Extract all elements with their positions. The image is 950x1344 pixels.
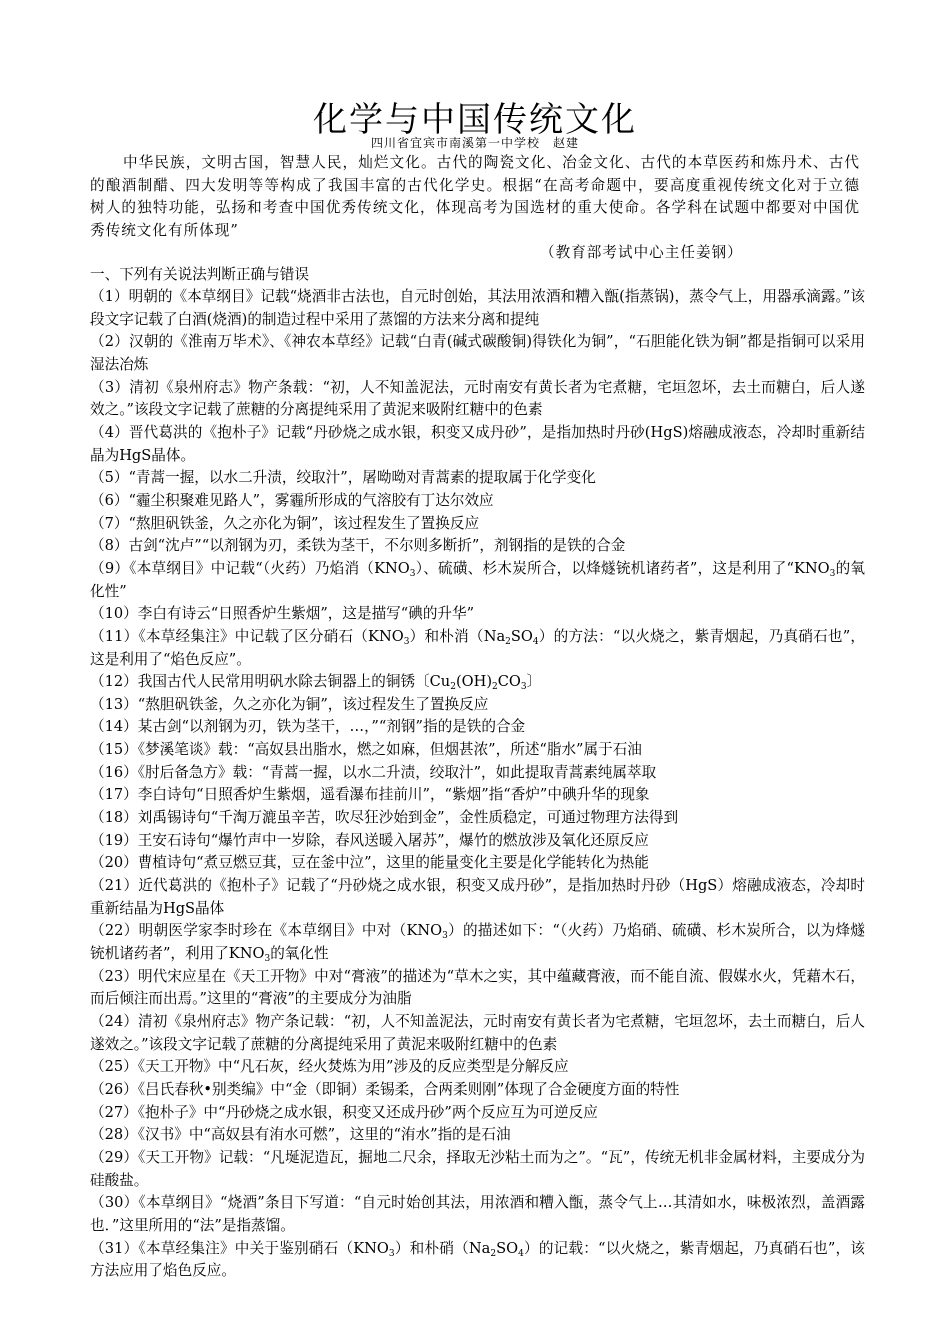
statement-item <box>90 626 865 671</box>
statement-item <box>90 603 865 626</box>
statement-text: (OH) <box>455 673 493 691</box>
formula-subscript: 4 <box>532 636 539 647</box>
statement-text: （7）“熬胆矾铁釜，久之亦化为铜”，该过程发生了置换反应 <box>90 514 480 532</box>
statement-text: （23）明代宋应星在《天工开物》中对“膏液”的描述为“草木之实，其中蕴藏膏液，而不能自流、假媒水火，凭藉木石，而后倾注而出焉。”这里的“膏液”的主要成分为油脂 <box>90 967 865 1008</box>
statement-text: （12）我国古代人民常用明矾水除去铜器上的铜锈〔Cu <box>90 673 451 691</box>
statement-item <box>90 513 865 536</box>
statement-item <box>90 1079 865 1102</box>
statement-text: （21）近代葛洪的《抱朴子》记载了“丹砂烧之成水银，积变又成丹砂”，是指加热时丹砂（HgS）熔融成液态，冷却时重新结晶为HgS晶体 <box>90 877 865 917</box>
statement-item <box>90 716 865 739</box>
formula-subscript: 2 <box>490 1248 497 1259</box>
formula-subscript: 3 <box>403 636 410 647</box>
statement-text: （2）汉朝的《淮南万毕术》、《神农本草经》记载“白青(碱式碳酸铜)得铁化为铜”，“石胆能化铁为铜”都是指铜可以采用湿法冶炼 <box>90 333 865 373</box>
formula-subscript: 3 <box>829 568 836 579</box>
statement-text: 的氧化性 <box>270 945 329 963</box>
statement-text: CO <box>497 673 521 691</box>
statement-item <box>90 1102 865 1125</box>
statement-item <box>90 535 865 558</box>
statement-text: （3）清初《泉州府志》物产条载：“初，人不知盖泥法，元时南安有黄长者为宅煮糖，宅垣忽坏，去土而糖白，后人遂效之。”该段文字记载了蔗糖的分离提纯采用了黄泥来吸附红糖中的色素 <box>90 378 865 419</box>
statement-item <box>90 558 865 603</box>
statement-text: ）的描述如下：“（火药）乃焰硝、硫磺、杉木炭所合，以为烽燧铳机诸药者”，利用了KNO <box>90 922 865 963</box>
statement-text: （22）明朝医学家李时珍在《本草纲目》中对（KNO <box>90 922 443 940</box>
statement-text: （5）“青蒿一握，以水二升渍，绞取汁”，屠呦呦对青蒿素的提取属于化学变化 <box>90 469 596 487</box>
statement-item <box>90 490 865 513</box>
formula-subscript: 3 <box>442 931 448 942</box>
statement-text: （13）“熬胆矾铁釜，久之亦化为铜”，该过程发生了置换反应 <box>90 695 489 713</box>
section-heading: 一、下列有关说法判断正确与错误 <box>90 266 309 283</box>
statement-item <box>90 286 865 331</box>
statement-text: （28）《汉书》中“高奴县有洧水可燃”，这里的“洧水”指的是石油 <box>90 1126 511 1144</box>
statement-item <box>90 852 865 875</box>
statement-text: （20）曹植诗句“煮豆燃豆萁，豆在釜中泣”，这里的能量变化主要是化学能转化为热能 <box>90 854 649 872</box>
statement-text: （29）《天工开物》记载：“凡埏泥造瓦，掘地二尺余，择取无沙粘土而为之”。“瓦”，传统无机非金属材料，主要成分为硅酸盐。 <box>90 1148 865 1189</box>
statement-text: （19）王安石诗句“爆竹声中一岁除，春风送暖入屠苏”，爆竹的燃放涉及氧化还原反应 <box>90 831 649 849</box>
statement-text: （4）晋代葛洪的《抱朴子》记载“丹砂烧之成水银，积变又成丹砂”，是指加热时丹砂(HgS)熔融成液态，冷却时重新结晶为HgS晶体。 <box>90 423 865 464</box>
statement-item <box>90 331 865 376</box>
document-title: 化学与中国传统文化 <box>313 99 637 140</box>
statement-item <box>90 671 865 694</box>
statement-item <box>90 830 865 853</box>
statement-text: 的氧化性” <box>90 559 865 600</box>
statement-text: （25）《天工开物》中“凡石灰，经火焚炼为用”涉及的反应类型是分解反应 <box>90 1058 569 1076</box>
statement-item <box>90 1011 865 1056</box>
statement-text: （24）清初《泉州府志》物产条记载：“初，人不知盖泥法，元时南安有黄长者为宅煮糖，宅垣忽坏，去土而糖白，后人遂效之。”该段文字记载了蔗糖的分离提纯采用了黄泥来吸附红糖中的色素 <box>90 1013 865 1053</box>
statement-item <box>90 875 865 920</box>
statement-item <box>90 807 865 830</box>
statement-text: （31）《本草经集注》中关于鉴别硝石（KNO <box>90 1239 389 1257</box>
formula-subscript: 2 <box>492 682 498 693</box>
statement-text: （26）《吕氏春秋•别类编》中“金（即铜）柔锡柔，合两柔则刚”体现了合金硬度方面的特性 <box>90 1080 680 1098</box>
formula-subscript: 3 <box>520 682 527 693</box>
statement-text: ）的方法：“以火烧之，紫青烟起，乃真硝石也”，这是利用了“焰色反应”。 <box>90 627 865 668</box>
formula-subscript: 2 <box>505 636 511 647</box>
statement-item <box>90 422 865 467</box>
statement-text: （1）明朝的《本草纲目》记载“烧酒非古法也，自元时创始，其法用浓酒和糟入甑(指蒸锅)，蒸令气上，用器承滴露。”该段文字记载了白酒(烧酒)的制造过程中采用了蒸馏的方法来分离和提纯 <box>90 288 865 328</box>
statement-text: （17）李白诗句“日照香炉生紫烟，遥看瀑布挂前川”，“紫烟”指“香炉”中碘升华的现象 <box>90 786 650 804</box>
statement-text: （8）古剑“沈卢”“以剂钢为刃，柔铁为茎干，不尔则多断折”，剂钢指的是铁的合金 <box>90 537 626 555</box>
statement-item <box>90 966 865 1011</box>
statement-text: ）、硫磺、杉木炭所合，以烽燧铳机诸药者”，这是利用了“KNO <box>415 559 830 577</box>
intro-paragraph: 中华民族，文明古国，智慧人民，灿烂文化。古代的陶瓷文化、冶金文化、古代的本草医药和炼丹术、古代的酿酒制醋、四大发明等等构成了我国丰富的古代化学史。根据“在高考命题中，要高度重视传统文化对于立德树人的独特功能，弘扬和考查中国优秀传统文化，体现高考为国选材的重大使命。各学科在试题中都要对中国优秀传统文化有所体现” <box>90 154 860 239</box>
statement-item <box>90 694 865 717</box>
statement-text: （16）《肘后备急方》载：“青蒿一握，以水二升渍，绞取汁”，如此提取青蒿素纯属萃取 <box>90 763 657 781</box>
statement-text: SO <box>510 627 533 645</box>
quote-source: （教育部考试中心主任姜钢） <box>540 244 743 261</box>
statement-text: ）的记载：“以火烧之，紫青烟起，乃真硝石也”，该方法应用了焰色反应。 <box>90 1239 865 1280</box>
statement-text: （27）《抱朴子》中“丹砂烧之成水银，积变又还成丹砂”两个反应互为可逆反应 <box>90 1103 598 1121</box>
statement-text: （11）《本草经集注》中记载了区分硝石（KNO <box>90 627 404 645</box>
statement-text: ）和朴消（Na <box>409 627 506 645</box>
statement-list <box>90 286 865 1283</box>
statement-text: （6）“霾尘积聚难见路人”，雾霾所形成的气溶胶有丁达尔效应 <box>90 491 494 509</box>
formula-subscript: 3 <box>388 1248 395 1259</box>
statement-text: （15）《梦溪笔谈》载：“高奴县出脂水，燃之如麻，但烟甚浓”，所述“脂水”属于石油 <box>90 741 642 759</box>
statement-item <box>90 784 865 807</box>
formula-subscript: 2 <box>450 682 456 693</box>
statement-text: （9）《本草纲目》中记载“（火药）乃焰消（KNO <box>90 559 410 577</box>
statement-item <box>90 920 865 965</box>
statement-item <box>90 467 865 490</box>
statement-item <box>90 739 865 762</box>
formula-subscript: 3 <box>409 568 416 579</box>
statement-item <box>90 1124 865 1147</box>
formula-subscript: 4 <box>518 1248 524 1259</box>
statement-item <box>90 1192 865 1237</box>
statement-text: （14）某古剑“以剂钢为刃，铁为茎干，…，”“剂钢”指的是铁的合金 <box>90 718 526 736</box>
statement-text: 〕 <box>526 673 542 691</box>
statement-text: （30）《本草纲目》“烧酒”条目下写道：“自元时始创其法，用浓酒和糟入甑，蒸令气上…其清如水，味极浓烈，盖酒露也．”这里所用的“法”是指蒸馏。 <box>90 1194 865 1234</box>
statement-item <box>90 1056 865 1079</box>
statement-item <box>90 377 865 422</box>
formula-subscript: 3 <box>264 954 271 965</box>
statement-item <box>90 1147 865 1192</box>
statement-item <box>90 762 865 785</box>
statement-text: （18）刘禹锡诗句“千淘万漉虽辛苦，吹尽狂沙始到金”，金性质稳定，可通过物理方法得到 <box>90 809 679 827</box>
statement-text: （10）李白有诗云“日照香炉生紫烟”，这是描写“碘的升华” <box>90 605 475 623</box>
statement-item <box>90 1238 865 1283</box>
author-line: 四川省宜宾市南溪第一中学校 赵建 <box>370 136 579 150</box>
statement-text: SO <box>496 1239 519 1257</box>
statement-text: ）和朴硝（Na <box>394 1239 491 1257</box>
